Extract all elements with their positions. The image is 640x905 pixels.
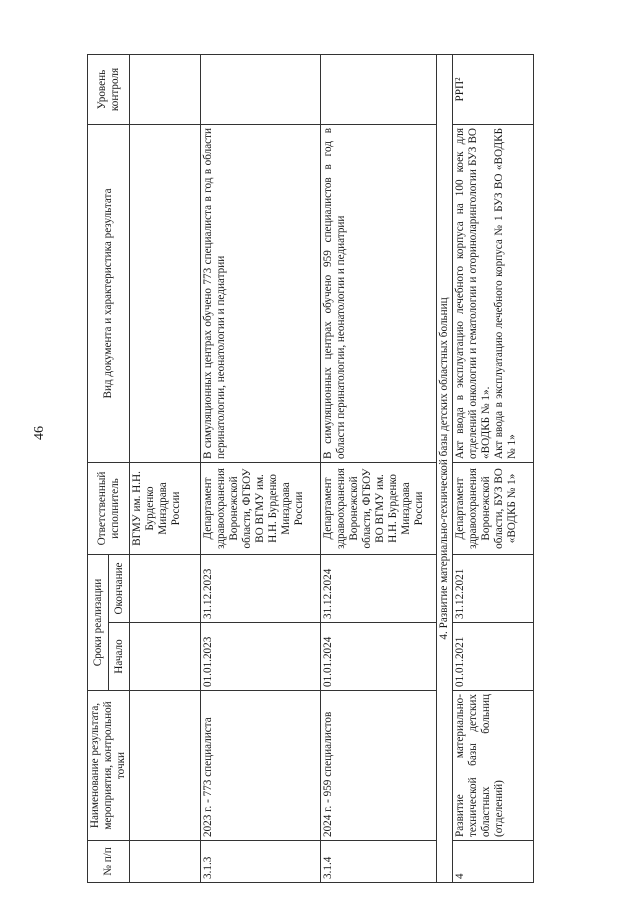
cell-responsible: Департамент здравоохранения Воронежской области, БУЗ ВО «ВОДКБ № 1» <box>453 462 534 554</box>
cell-document: В симуляционных центрах обучено 773 специалиста в год в области перинатологии, неонатологии и педиатрии <box>201 124 321 462</box>
cell-start: 01.01.2024 <box>321 623 437 691</box>
header-end: Окончание <box>109 554 130 622</box>
section-title: 4. Развитие материально-технической базы детских областных больниц <box>437 54 453 882</box>
cell-responsible: Департамент здравоохранения Воронежской области, ФГБОУ ВО ВГМУ им. Н.Н. Бурденко Минздрава России <box>201 462 321 554</box>
table-row <box>321 54 437 882</box>
header-level: Уровень контроля <box>88 54 130 124</box>
cell-num: 3.1.4 <box>321 841 437 883</box>
cell-end: 31.12.2024 <box>321 554 437 622</box>
table-row <box>201 54 321 882</box>
header-document: Вид документа и характеристика результата <box>88 124 130 462</box>
header-responsible: Ответственный исполнитель <box>88 462 130 554</box>
cell-name: Развитие материально-технической базы детских областных больниц (отделений) <box>453 691 534 841</box>
cell-document <box>453 124 534 462</box>
document-line-2: Акт ввода в эксплуатацию лечебного корпуса № 1 БУЗ ВО «ВОДКБ № 1» <box>493 127 518 459</box>
cell-level <box>321 54 437 124</box>
page-number: 46 <box>32 426 47 440</box>
cell-name: 2024 г. - 959 специалистов <box>321 691 437 841</box>
header-name: Наименование результата, мероприятия, контрольной точки <box>88 691 130 841</box>
cell-name: 2023 г. - 773 специалиста <box>201 691 321 841</box>
header-num: № п/п <box>88 841 130 883</box>
cell-responsible: ВГМУ им. Н.Н. Бурденко Минздрава России <box>130 462 201 554</box>
table-row-continuation <box>130 54 201 882</box>
cell-end: 31.12.2021 <box>453 554 534 622</box>
cell-end: 31.12.2023 <box>201 554 321 622</box>
plan-table <box>87 54 534 883</box>
header-dates: Сроки реализации <box>88 554 109 690</box>
cell-level <box>201 54 321 124</box>
cell-document: В симуляционных центрах обучено 959 специалистов в год в области перинатологии, неонатологии и педиатрии <box>321 124 437 462</box>
cell-start: 01.01.2023 <box>201 623 321 691</box>
rotated-table-container <box>87 55 557 883</box>
table-header-row <box>88 54 109 882</box>
section-title-row <box>437 54 453 882</box>
table-row <box>453 54 534 882</box>
header-start: Начало <box>109 623 130 691</box>
cell-start: 01.01.2021 <box>453 623 534 691</box>
cell-num: 3.1.3 <box>201 841 321 883</box>
cell-num: 4 <box>453 841 534 883</box>
cell-level: РРП² <box>453 54 534 124</box>
cell-responsible: Департамент здравоохранения Воронежской области, ФГБОУ ВО ВГМУ им. Н.Н. Бурденко Минздрава России <box>321 462 437 554</box>
document-line-1: Акт ввода в эксплуатацию лечебного корпуса на 100 коек для отделений онкологии и гематологии и оториноларингологии БУЗ ВО «ВОДКБ № 1». <box>454 127 492 459</box>
